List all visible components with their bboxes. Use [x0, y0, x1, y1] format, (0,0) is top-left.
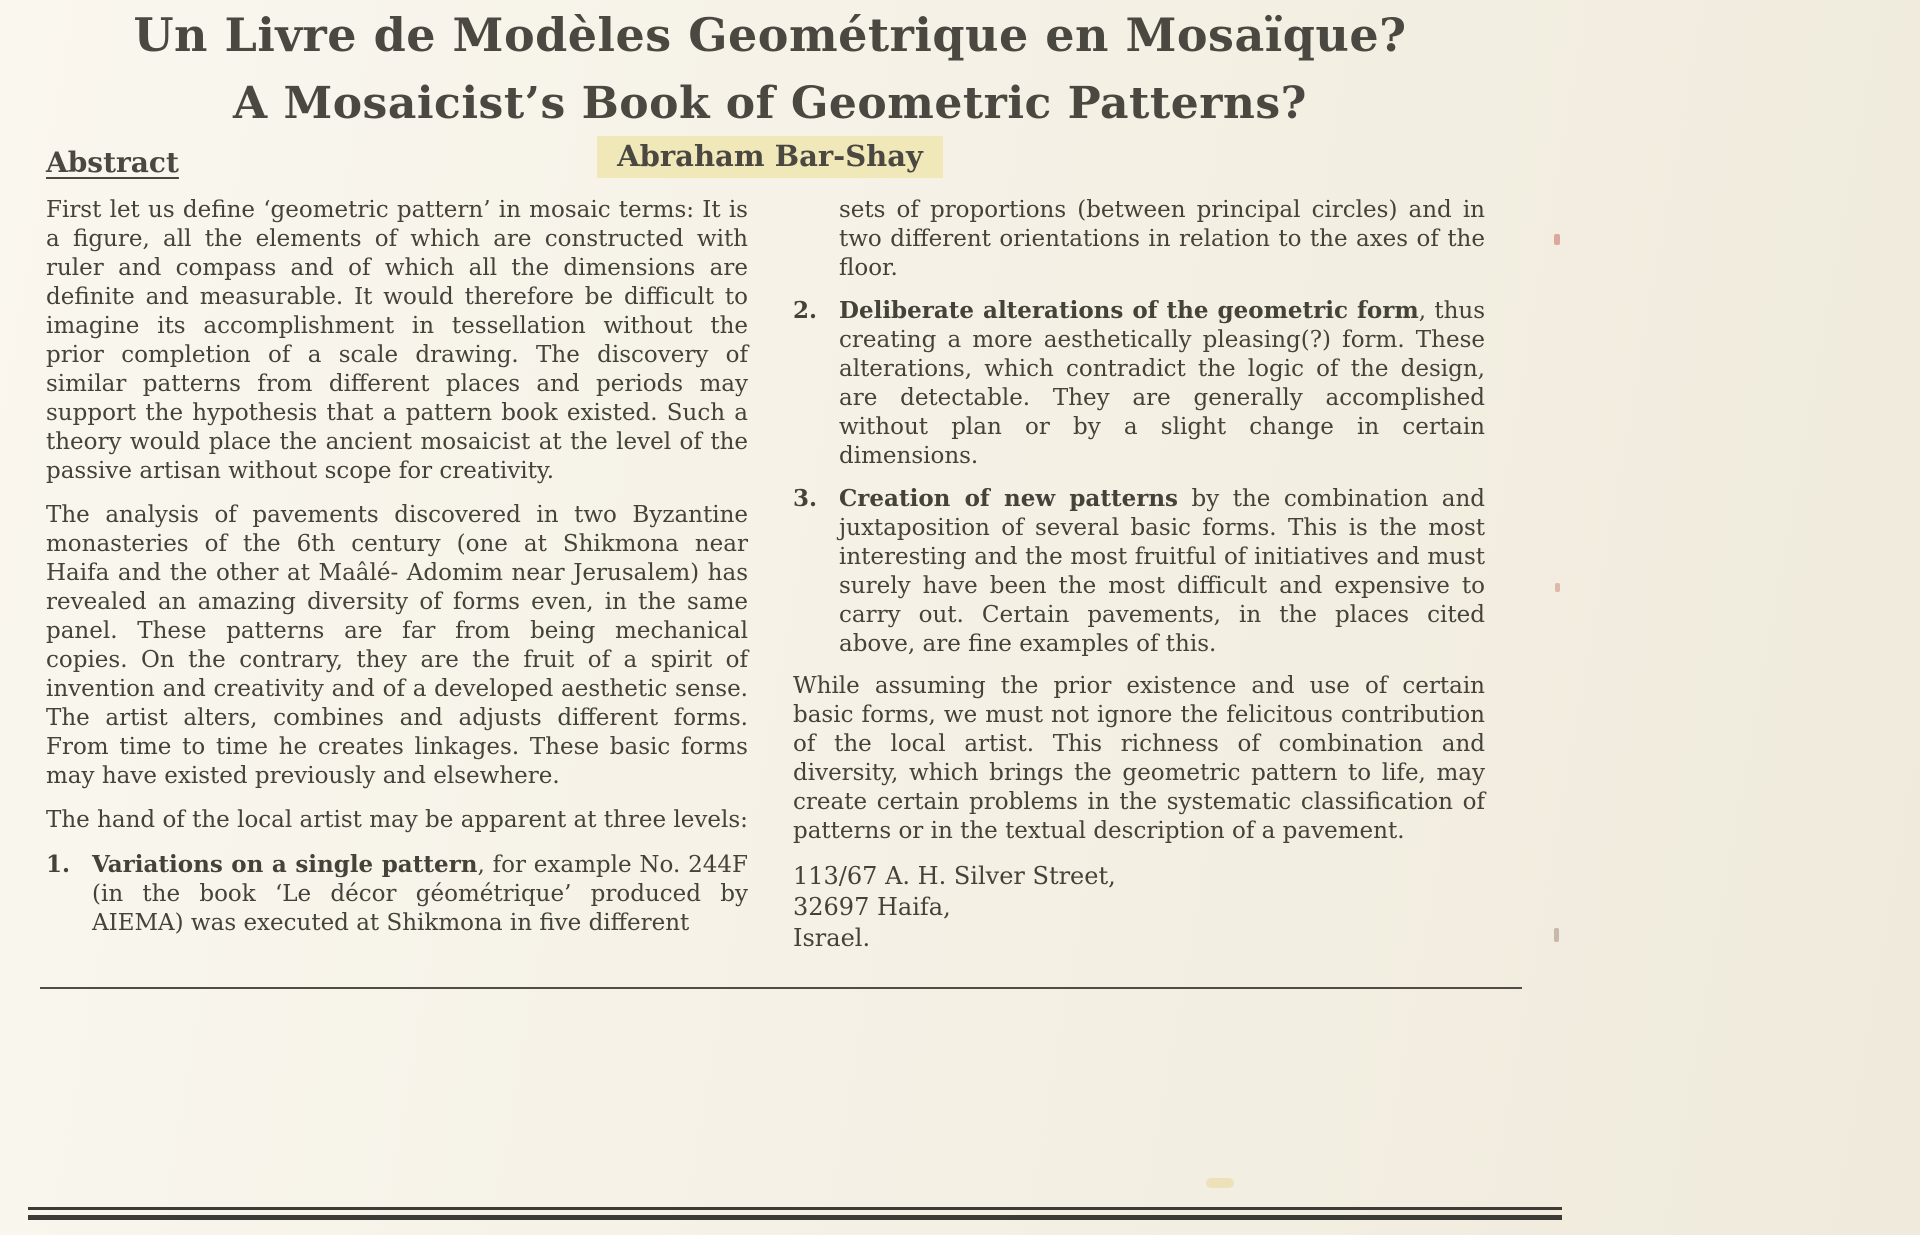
- list-item-3-text: [839, 484, 1485, 659]
- bottom-rule-upper: [28, 1207, 1562, 1210]
- closing-paragraph: While assuming the prior existence and use of certain basic forms, we must not ignore the felicitous contribution of the local artist. This richness of combination and diversity, which brings the geometric pattern to life, may create certain problems in the systematic classification of patterns or in the textual description of a pavement.: [793, 673, 1485, 844]
- author-address: [793, 861, 1485, 954]
- abstract-paragraph-1: First let us define ‘geometric pattern’ in mosaic terms: It is a figure, all the elements of which are constructed with ruler and compass and of which all the dimensions are definite and measurable. It would therefore be difficult to imagine its accomplishment in tessellation without the prior completion of a scale drawing. The discovery of similar patterns from different places and periods may support the hypothesis that a pattern book existed. Such a theory would place the ancient mosaicist at the level of the passive artisan without scope for creativity.: [46, 197, 748, 484]
- scan-speck: [1554, 928, 1559, 942]
- list-item-2: [793, 296, 1485, 471]
- scan-smudge: [1206, 1178, 1234, 1188]
- address-line-1: 113/67 A. H. Silver Street,: [793, 862, 1116, 890]
- list-item-2-rest: , thus creating a more aesthetically pleasing(?) form. These alterations, which contradict the logic of the design, are detectable. They are generally accomplished without plan or by a slight change in certain dimensions.: [839, 298, 1485, 469]
- list-item-3: [793, 484, 1485, 659]
- author-name: Abraham Bar-Shay: [597, 136, 943, 178]
- author-row: [0, 136, 1540, 178]
- list-item-3-number: 3.: [793, 485, 818, 512]
- list-item-2-text: [839, 296, 1485, 471]
- list-item-2-number: 2.: [793, 297, 818, 324]
- page-title-english: A Mosaicist’s Book of Geometric Patterns?: [233, 78, 1307, 129]
- address-line-3: Israel.: [793, 924, 871, 952]
- abstract-paragraph-3: The hand of the local artist may be apparent at three levels:: [46, 807, 748, 833]
- abstract-paragraph-2: The analysis of pavements discovered in two Byzantine monasteries of the 6th century (one at Shikmona near Haifa and the other at Maâlé- Adomim near Jerusalem) has revealed an amazing diversity of forms even, in the same panel. These patterns are far from being mechanical copies. On the contrary, they are the fruit of a spirit of invention and creativity and of a developed aesthetic sense. The artist alters, combines and adjusts different forms. From time to time he creates linkages. These basic forms may have existed previously and elsewhere.: [46, 502, 748, 789]
- list-item-2-lead: Deliberate alterations of the geometric form: [839, 297, 1419, 324]
- list-item-1-lead: Variations on a single pattern: [92, 851, 478, 878]
- list-item-1-continuation: sets of proportions (between principal circles) and in two different orientations in relation to the axes of the floor.: [839, 197, 1485, 281]
- list-item-1-text: [92, 850, 748, 938]
- list-item-3-lead: Creation of new patterns: [839, 485, 1178, 512]
- list-item-1: [46, 850, 748, 938]
- scan-speck: [1554, 234, 1560, 245]
- scan-speck: [1555, 583, 1560, 592]
- list-item-1-number: 1.: [46, 851, 71, 878]
- abstract-heading: Abstract: [46, 146, 179, 179]
- list-item-1-rest: , for example No. 244F (in the book ‘Le décor géométrique’ produced by AIEMA) was executed at Shikmona in five different: [92, 852, 748, 936]
- left-column: [46, 196, 748, 951]
- page-title-french: Un Livre de Modèles Geométrique en Mosaïque?: [133, 8, 1407, 62]
- address-line-2: 32697 Haifa,: [793, 893, 951, 921]
- list-item-3-rest: by the combination and juxtaposition of several basic forms. This is the most interesting and the most fruitful of initiatives and must surely have been the most difficult and expensive to carry out. Certain pavements, in the places cited above, are fine examples of this.: [839, 486, 1486, 657]
- right-column: [793, 196, 1485, 954]
- divider-line-thin: [40, 987, 1522, 989]
- bottom-rule-lower: [28, 1215, 1562, 1220]
